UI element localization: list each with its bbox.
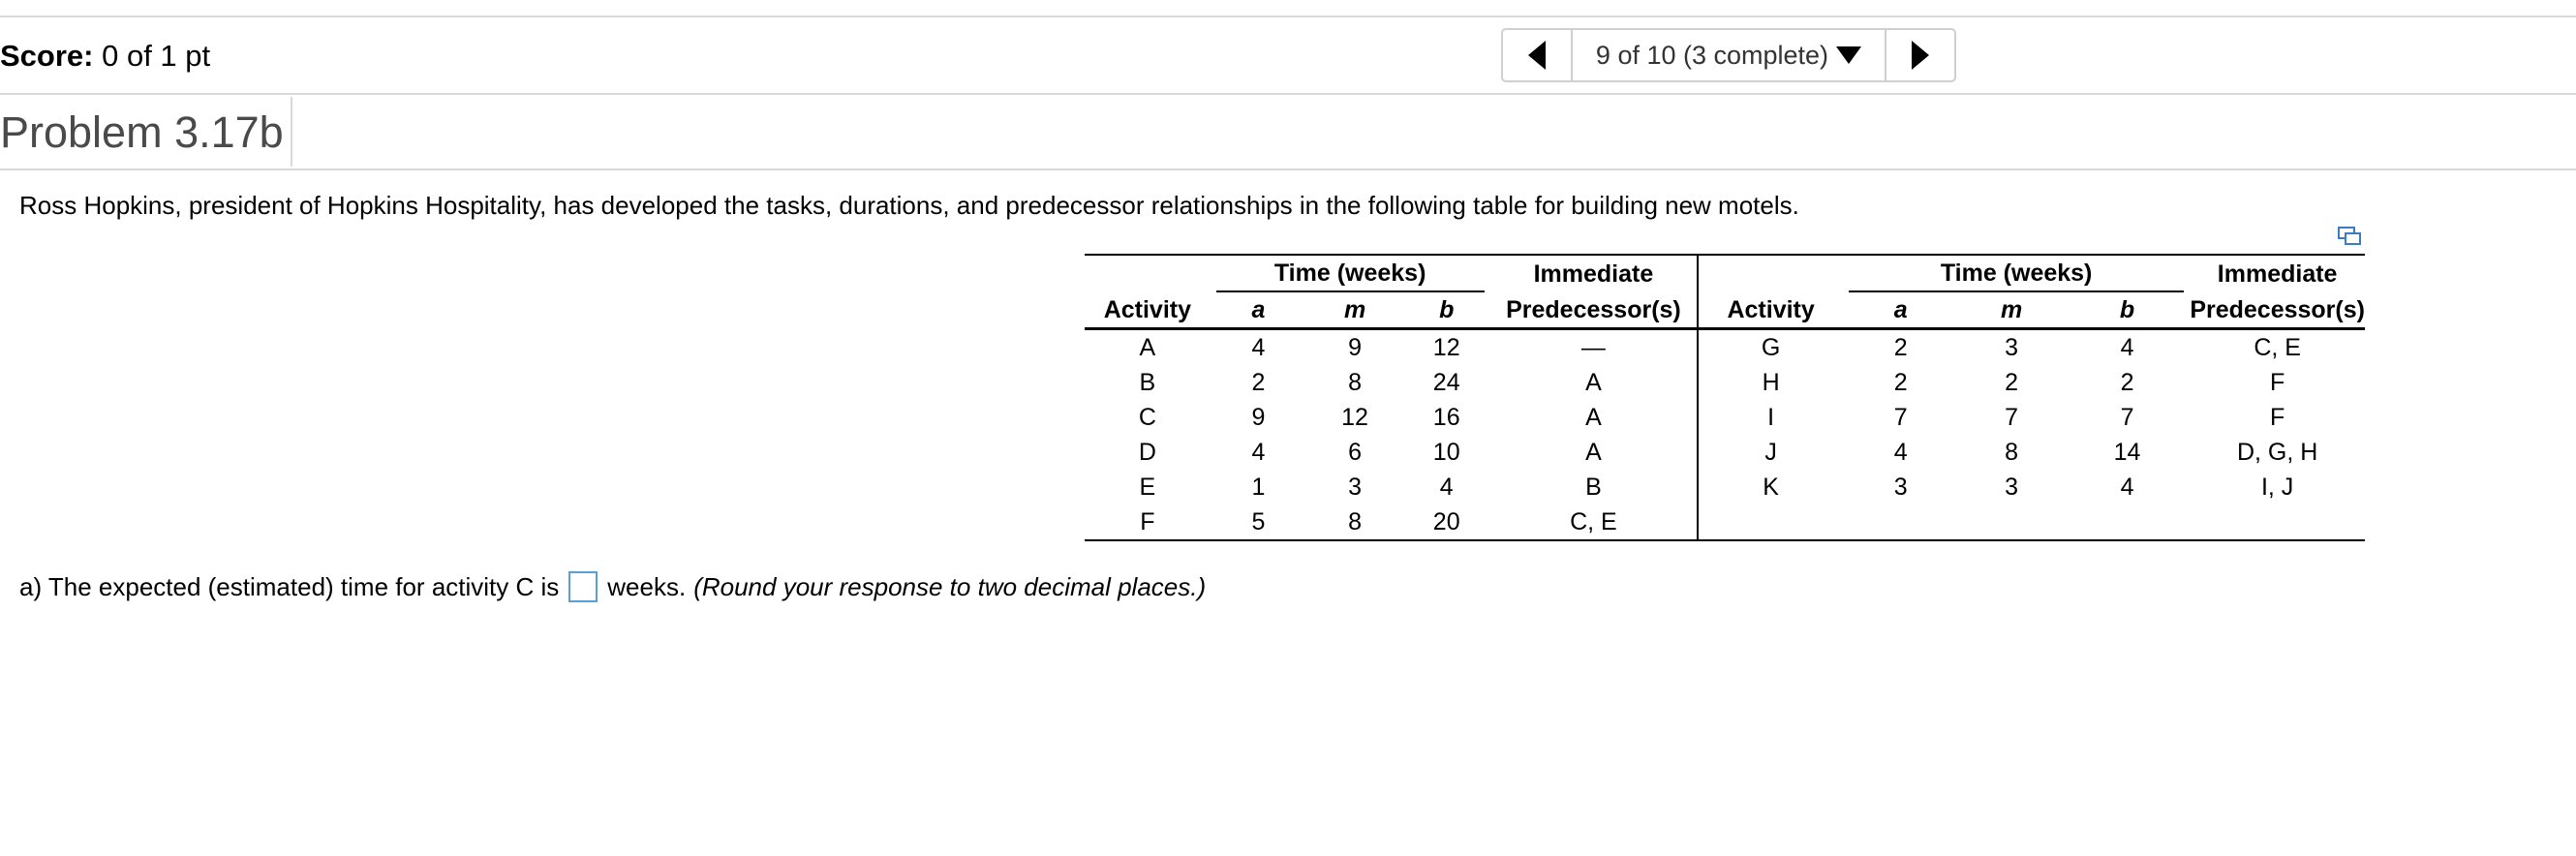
left-pred-cell: A [1490, 435, 1699, 470]
pred-header-line2: Predecessor(s) [1490, 292, 1699, 329]
clipped-heading-remnant [765, 0, 1123, 6]
right-pred-cell [2190, 504, 2365, 540]
score-label: Score: [0, 39, 94, 73]
right-m-cell: 8 [2005, 439, 2019, 466]
answer-input[interactable] [568, 571, 598, 602]
right-m-cell: 7 [2005, 404, 2019, 431]
right-a-cell [1843, 504, 1958, 540]
left-activity-cell: F [1085, 504, 1211, 540]
right-a-cell: 2 [1893, 334, 1908, 361]
table-header-row-2 [1085, 292, 2365, 329]
right-b-cell [2065, 504, 2190, 540]
left-b-cell: 10 [1432, 439, 1460, 466]
score-value: 0 of 1 pt [102, 39, 211, 73]
col-a-header-right: a [1843, 292, 1958, 329]
left-activity-cell: A [1139, 334, 1156, 361]
col-a-header: a [1211, 292, 1307, 329]
right-m-cell: 3 [2005, 474, 2019, 501]
next-question-button[interactable] [1886, 30, 1954, 80]
col-m-header: m [1306, 292, 1403, 329]
right-a-cell: 4 [1893, 439, 1908, 466]
table-row [1085, 365, 2365, 400]
right-m-cell: 2 [2005, 369, 2019, 396]
table-body [1085, 329, 2365, 541]
right-activity-cell: G [1761, 334, 1781, 361]
left-pred-cell: — [1490, 329, 1699, 366]
question-hint: (Round your response to two decimal places.) [693, 572, 1207, 601]
right-b-cell: 4 [2120, 474, 2134, 501]
time-group-header: Time (weeks) [1211, 255, 1490, 292]
col-b-header-right: b [2065, 292, 2190, 329]
left-pred-cell: B [1490, 470, 1699, 504]
right-b-cell: 2 [2120, 369, 2134, 396]
question-select-dropdown[interactable] [1571, 30, 1886, 80]
left-b-cell: 12 [1432, 334, 1460, 361]
right-activity-cell: J [1764, 439, 1777, 466]
left-activity-cell: E [1139, 474, 1156, 501]
left-pred-cell: A [1490, 365, 1699, 400]
left-a-cell: 2 [1251, 369, 1266, 396]
arrow-right-icon [1912, 41, 1929, 70]
left-m-cell: 8 [1348, 369, 1363, 396]
left-activity-cell: B [1139, 369, 1156, 396]
right-m-cell [1958, 504, 2065, 540]
score-display [0, 37, 210, 76]
right-a-cell: 7 [1893, 404, 1908, 431]
question-navigator [1501, 28, 1956, 82]
table-row [1085, 400, 2365, 435]
title-divider [0, 168, 2576, 170]
problem-intro: Ross Hopkins, president of Hopkins Hospitality, has developed the tasks, durations, and predecessor relationships in the following table for building new motels. [19, 191, 1799, 220]
table-header-row-1 [1085, 255, 2365, 292]
right-b-cell: 7 [2120, 404, 2134, 431]
table-row [1085, 435, 2365, 470]
activity-table [1085, 254, 2365, 541]
header-blank-right [1698, 255, 1843, 292]
left-b-cell: 16 [1432, 404, 1460, 431]
left-activity-cell: C [1138, 404, 1156, 431]
right-a-cell: 3 [1893, 474, 1908, 501]
right-activity-cell [1698, 504, 1843, 540]
right-b-cell: 4 [2120, 334, 2134, 361]
right-a-cell: 2 [1893, 369, 1908, 396]
left-m-cell: 12 [1341, 404, 1368, 431]
previous-question-button[interactable] [1503, 30, 1571, 80]
header-blank [1085, 255, 1211, 292]
table-row [1085, 470, 2365, 504]
question-suffix: weeks. [607, 572, 687, 601]
question-prefix: a) The expected (estimated) time for activity C is [19, 572, 560, 601]
time-group-header-right: Time (weeks) [1843, 255, 2190, 292]
left-m-cell: 3 [1348, 474, 1363, 501]
right-m-cell: 3 [2005, 334, 2019, 361]
caret-down-icon [1836, 46, 1861, 64]
activity-header: Activity [1085, 292, 1211, 329]
left-a-cell: 4 [1251, 334, 1266, 361]
arrow-left-icon [1528, 41, 1546, 70]
left-b-cell: 20 [1403, 504, 1490, 540]
right-pred-cell: F [2270, 404, 2285, 431]
right-pred-cell: D, G, H [2236, 439, 2318, 466]
left-m-cell: 6 [1348, 439, 1363, 466]
header-divider [0, 93, 2576, 95]
left-a-cell: 1 [1251, 474, 1266, 501]
right-activity-cell: I [1767, 404, 1775, 431]
left-b-cell: 24 [1432, 369, 1460, 396]
top-divider [0, 15, 2576, 17]
left-a-cell: 4 [1251, 439, 1266, 466]
left-pred-cell: C, E [1490, 504, 1699, 540]
right-pred-cell: I, J [2260, 474, 2294, 501]
left-a-cell: 5 [1211, 504, 1307, 540]
left-activity-cell: D [1138, 439, 1156, 466]
title-separator [291, 97, 292, 167]
right-pred-cell: C, E [2254, 334, 2301, 361]
left-a-cell: 9 [1251, 404, 1266, 431]
right-pred-cell: F [2270, 369, 2285, 396]
right-activity-cell: H [1762, 369, 1780, 396]
left-pred-cell: A [1490, 400, 1699, 435]
left-m-cell: 8 [1306, 504, 1403, 540]
left-m-cell: 9 [1348, 334, 1363, 361]
left-b-cell: 4 [1439, 474, 1454, 501]
question-position-text: 9 of 10 (3 complete) [1595, 40, 1829, 70]
problem-title: Problem 3.17b [0, 107, 284, 157]
table-row [1085, 329, 2365, 366]
expand-table-icon[interactable] [2337, 225, 2362, 246]
question-a [19, 569, 1206, 604]
activity-header-right: Activity [1698, 292, 1843, 329]
pred-header-line1-right: Immediate [2190, 255, 2365, 292]
right-b-cell: 14 [2113, 439, 2141, 466]
right-activity-cell: K [1763, 474, 1779, 501]
col-b-header: b [1403, 292, 1490, 329]
table-row [1085, 504, 2365, 540]
col-m-header-right: m [1958, 292, 2065, 329]
pred-header-line1: Immediate [1490, 255, 1699, 292]
pred-header-line2-right: Predecessor(s) [2190, 292, 2365, 329]
